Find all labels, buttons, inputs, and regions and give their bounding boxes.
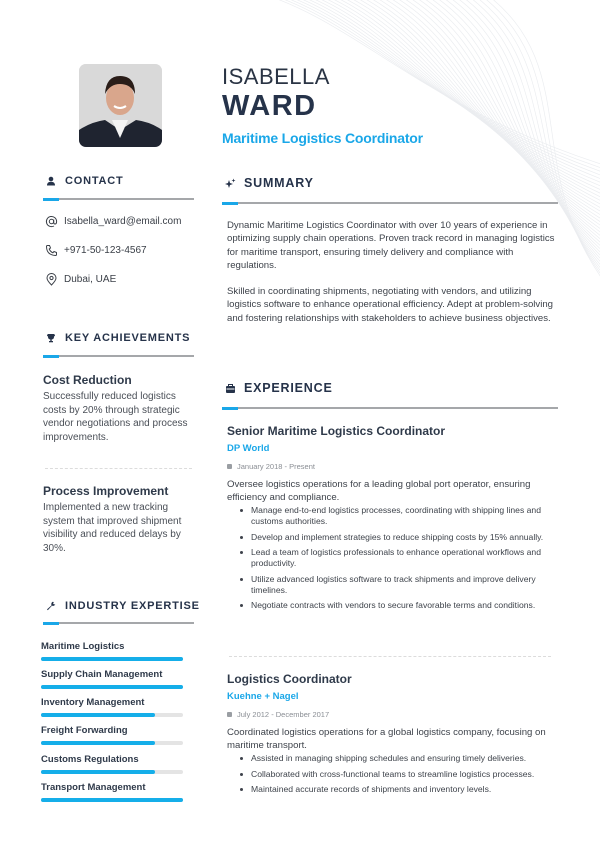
achievement-separator <box>45 468 192 469</box>
contact-phone[interactable] <box>45 244 147 257</box>
skill-level-fill <box>41 685 183 689</box>
expertise-divider <box>43 622 194 624</box>
skill-item <box>41 754 183 774</box>
skill-name: Freight Forwarding <box>41 725 128 736</box>
contact-title: CONTACT <box>65 175 124 187</box>
skill-item <box>41 782 183 802</box>
skill-level-fill <box>41 798 183 802</box>
summary-paragraph: Skilled in coordinating shipments, negotiating with vendors, and utilizing logistics software to enhance operational efficiency. Adept at problem-solving and fostering relationships with stakeholders to achieve business objectives. <box>227 286 554 324</box>
trophy-icon <box>45 332 57 344</box>
experience-title: EXPERIENCE <box>244 381 333 395</box>
sparkle-icon <box>224 177 236 189</box>
expertise-title: INDUSTRY EXPERTISE <box>65 600 200 612</box>
briefcase-icon <box>224 382 236 394</box>
summary-paragraph: Dynamic Maritime Logistics Coordinator with over 10 years of experience in optimizing supply chain operations. Proven track record in managing logistics for maritime transport, ensuring timely delivery and compliance with regulations. <box>227 220 555 271</box>
contact-divider <box>43 198 194 200</box>
job-description: Coordinated logistics operations for a global logistics company, focusing on maritime transport. <box>227 727 546 751</box>
summary-divider <box>222 202 558 204</box>
skill-level-bar <box>41 713 183 717</box>
first-name: ISABELLA <box>222 64 330 89</box>
skill-item <box>41 697 183 717</box>
job-description: Oversee logistics operations for a leading global port operator, ensuring efficiency and compliance. <box>227 479 531 503</box>
job-role: Maritime Logistics Coordinator <box>222 130 423 146</box>
phone-icon <box>45 244 58 257</box>
company-name: DP World <box>227 443 270 454</box>
skill-name: Supply Chain Management <box>41 669 163 680</box>
job-bullet: Develop and implement strategies to reduce shipping costs by 15% annually. <box>238 532 558 543</box>
achievements-title: KEY ACHIEVEMENTS <box>65 332 191 344</box>
name-header <box>222 64 423 146</box>
achievement-title: Process Improvement <box>43 484 169 498</box>
job-bullet: Negotiate contracts with vendors to secure favorable terms and conditions. <box>238 600 558 611</box>
job-title: Logistics Coordinator <box>227 672 352 686</box>
skill-level-fill <box>41 741 155 745</box>
skill-name: Transport Management <box>41 782 146 793</box>
experience-heading <box>224 381 333 395</box>
achievement-text: Implemented a new tracking system that improved shipment visibility and reduced delays by 30%. <box>43 502 182 554</box>
skill-level-fill <box>41 770 155 774</box>
job-bullet: Collaborated with cross-functional teams to streamline logistics processes. <box>238 769 558 780</box>
job-dates-text: July 2012 - December 2017 <box>237 710 330 719</box>
email-value: Isabella_ward@email.com <box>64 216 182 227</box>
person-icon <box>45 175 57 187</box>
experience-divider <box>222 407 558 409</box>
job-dates <box>227 710 329 719</box>
location-value: Dubai, UAE <box>64 274 117 285</box>
job-bullet: Manage end-to-end logistics processes, coordinating with shipping lines and customs authorities. <box>238 505 558 527</box>
skill-level-fill <box>41 657 183 661</box>
contact-heading <box>45 175 124 187</box>
skill-name: Customs Regulations <box>41 754 139 765</box>
calendar-icon <box>227 464 232 469</box>
profile-photo <box>79 64 162 147</box>
company-name: Kuehne + Nagel <box>227 691 299 702</box>
wave-line <box>397 0 600 254</box>
skill-level-bar <box>41 657 183 661</box>
location-pin-icon <box>45 273 58 286</box>
job-bullets <box>238 505 558 616</box>
job-bullets <box>238 753 558 800</box>
achievement-title: Cost Reduction <box>43 373 132 387</box>
phone-value: +971-50-123-4567 <box>64 245 147 256</box>
contact-email[interactable] <box>45 215 181 228</box>
skill-level-bar <box>41 770 183 774</box>
wrench-icon <box>45 600 57 612</box>
last-name: WARD <box>222 90 317 122</box>
summary-text <box>227 219 562 325</box>
calendar-icon <box>227 712 232 717</box>
skill-level-fill <box>41 713 155 717</box>
contact-location <box>45 273 116 286</box>
skill-level-bar <box>41 685 183 689</box>
avatar <box>79 64 162 147</box>
skill-level-bar <box>41 741 183 745</box>
achievements-heading <box>45 332 190 344</box>
job-bullet: Lead a team of logistics professionals to enhance operational workflows and productivity. <box>238 547 558 569</box>
job-dates <box>227 462 315 471</box>
job-title: Senior Maritime Logistics Coordinator <box>227 424 446 438</box>
job-bullet: Assisted in managing shipping schedules and ensuring timely deliveries. <box>238 753 558 764</box>
job-bullet: Maintained accurate records of shipments and inventory levels. <box>238 784 558 795</box>
skill-item <box>41 725 183 745</box>
achievement-text: Successfully reduced logistics costs by 20% through strategic vendor negotiations and process improvements. <box>43 391 188 443</box>
skill-item <box>41 669 183 689</box>
at-icon <box>45 215 58 228</box>
skill-item <box>41 641 183 661</box>
expertise-heading <box>45 600 200 612</box>
achievements-divider <box>43 355 194 357</box>
job-bullet: Utilize advanced logistics software to track shipments and improve delivery timelines. <box>238 574 558 596</box>
job-dates-text: January 2018 - Present <box>237 462 315 471</box>
skill-level-bar <box>41 798 183 802</box>
summary-title: SUMMARY <box>244 176 314 190</box>
skill-name: Maritime Logistics <box>41 641 125 652</box>
summary-heading <box>224 176 314 190</box>
skill-name: Inventory Management <box>41 697 145 708</box>
job-separator <box>229 656 551 657</box>
